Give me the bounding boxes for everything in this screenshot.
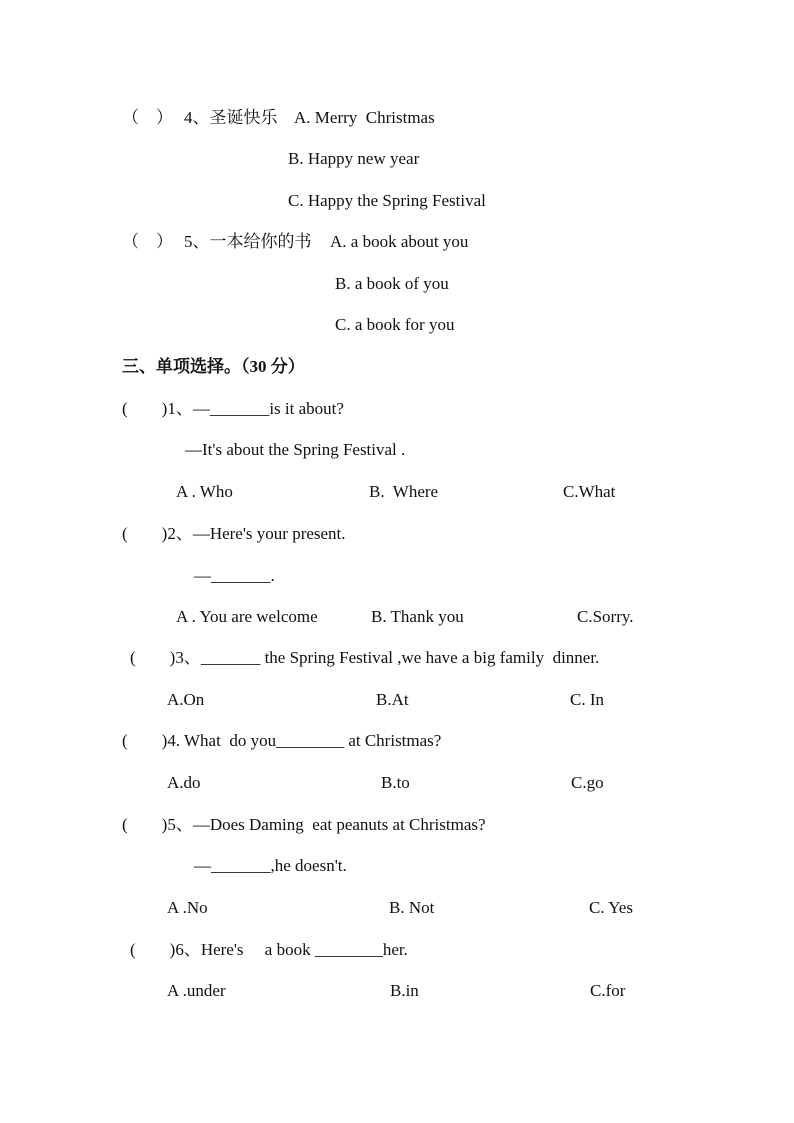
mc-question-2-option-c: C.Sorry. [577, 607, 634, 626]
mc-question-1-reply: —It's about the Spring Festival . [185, 440, 406, 459]
mc-question-5-reply: —_______,he doesn't. [194, 856, 347, 875]
section-heading: 三、单项选择。（30 分） [122, 357, 305, 376]
mc-question-2-option-b: B. Thank you [371, 607, 464, 626]
mc-question-6-stem[interactable]: ( )6、Here's a book ________her. [130, 940, 408, 959]
q5-option-c: C. a book for you [335, 315, 455, 334]
mc-question-1-option-c: C.What [563, 482, 616, 501]
q4-option-c: C. Happy the Spring Festival [288, 191, 486, 210]
mc-question-4-option-c: C.go [571, 773, 604, 792]
mc-question-3-stem[interactable]: ( )3、_______ the Spring Festival ,we have a big family dinner. [130, 648, 600, 667]
mc-question-2-stem[interactable]: ( )2、—Here's your present. [122, 524, 346, 543]
q4-prompt: 4、圣诞快乐 [184, 108, 278, 127]
mc-question-5-option-b: B. Not [389, 898, 435, 917]
q4-answer-paren[interactable]: （ ） [122, 108, 173, 127]
mc-question-4-option-a: A.do [167, 773, 201, 792]
mc-question-6-option-c: C.for [590, 981, 626, 1000]
mc-question-6-option-a: A .under [167, 981, 226, 1000]
mc-question-1-option-a: A . Who [176, 482, 233, 501]
mc-question-2-option-a: A . You are welcome [176, 607, 318, 626]
mc-question-1-stem[interactable]: ( )1、—_______is it about? [122, 399, 344, 418]
mc-question-5-stem[interactable]: ( )5、—Does Daming eat peanuts at Christmas? [122, 815, 486, 834]
mc-question-5-option-c: C. Yes [589, 898, 633, 917]
mc-question-3-option-c: C. In [570, 690, 604, 709]
q4-option-a: A. Merry Christmas [294, 108, 435, 127]
q4-option-b: B. Happy new year [288, 149, 420, 168]
mc-question-3-option-b: B.At [376, 690, 409, 709]
q5-option-a: A. a book about you [330, 232, 469, 251]
mc-question-5-option-a: A .No [167, 898, 208, 917]
mc-question-6-option-b: B.in [390, 981, 419, 1000]
mc-question-4-stem[interactable]: ( )4. What do you________ at Christmas? [122, 731, 442, 750]
mc-question-2-reply: —_______. [194, 566, 275, 585]
mc-question-3-option-a: A.On [167, 690, 205, 709]
mc-question-1-option-b: B. Where [369, 482, 439, 501]
q5-option-b: B. a book of you [335, 274, 449, 293]
q5-answer-paren[interactable]: （ ） [122, 232, 173, 251]
q5-prompt: 5、一本给你的书 [184, 232, 312, 251]
mc-question-4-option-b: B.to [381, 773, 410, 792]
